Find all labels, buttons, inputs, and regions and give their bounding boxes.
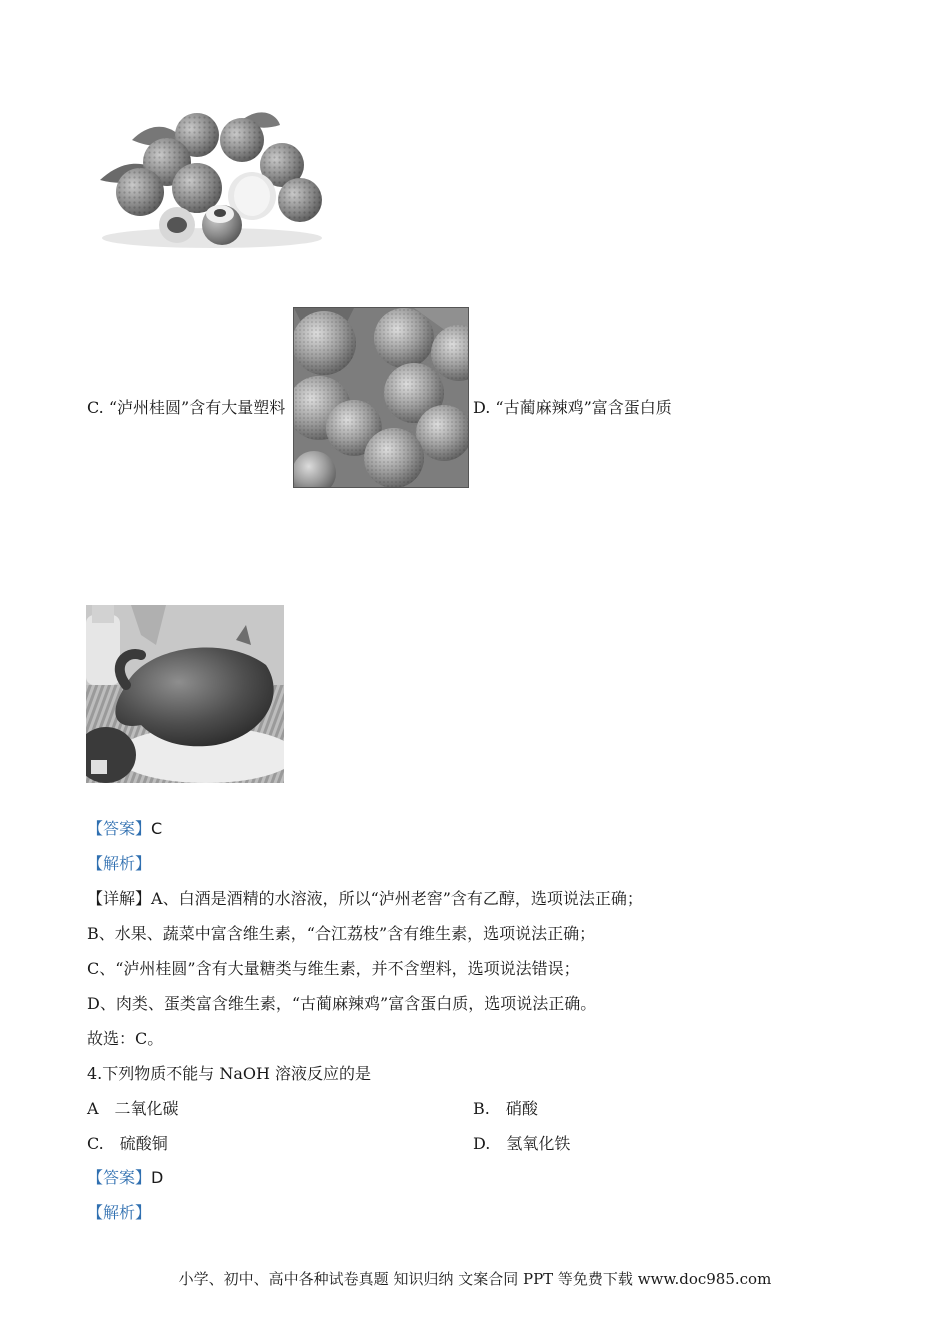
chicken-illustration	[86, 605, 284, 783]
answer-value: C	[151, 819, 163, 838]
q4-analysis-tag: 【解析】	[87, 1203, 152, 1222]
answer-value: D	[151, 1168, 164, 1187]
q4-option-c: C. 硫酸铜	[87, 1134, 168, 1153]
answer-tag: 【答案】	[87, 1168, 152, 1187]
chicken-image	[86, 605, 284, 783]
q3-option-c: C. “泸州桂圆”含有大量塑料	[87, 398, 286, 417]
page-footer: 小学、初中、高中各种试卷真题 知识归纳 文案合同 PPT 等免费下载 www.doc985.com	[178, 1270, 772, 1288]
q3-detail-a-line	[87, 888, 643, 910]
lychee-image	[92, 100, 324, 250]
q3-detail-d: D、肉类、蛋类富含维生素，“古蔺麻辣鸡”富含蛋白质，选项说法正确。	[87, 994, 597, 1013]
longan-image	[293, 307, 469, 488]
lychee-illustration	[92, 100, 324, 250]
q3-detail-c: C、“泸州桂圆”含有大量糖类与维生素，并不含塑料，选项说法错误；	[87, 959, 580, 978]
q3-option-d: D. “古蔺麻辣鸡”富含蛋白质	[473, 398, 672, 417]
q4-stem: 4.下列物质不能与 NaOH 溶液反应的是	[87, 1064, 372, 1083]
q3-answer-line	[87, 818, 162, 840]
answer-tag: 【答案】	[87, 819, 152, 838]
detail-a: A、白酒是酒精的水溶液，所以“泸州老窖”含有乙醇，选项说法正确；	[151, 889, 643, 908]
q4-answer-line	[87, 1167, 163, 1189]
q4-option-a: A 二氧化碳	[87, 1099, 179, 1118]
q3-conclusion: 故选：C。	[87, 1029, 164, 1048]
q3-analysis-tag: 【解析】	[87, 854, 152, 873]
longan-illustration	[294, 308, 469, 488]
q4-option-d: D. 氢氧化铁	[473, 1134, 571, 1153]
q4-option-b: B. 硝酸	[473, 1099, 538, 1118]
detail-tag: 【详解】	[87, 889, 152, 908]
q3-detail-b: B、水果、蔬菜中富含维生素，“合江荔枝”含有维生素，选项说法正确；	[87, 924, 596, 943]
